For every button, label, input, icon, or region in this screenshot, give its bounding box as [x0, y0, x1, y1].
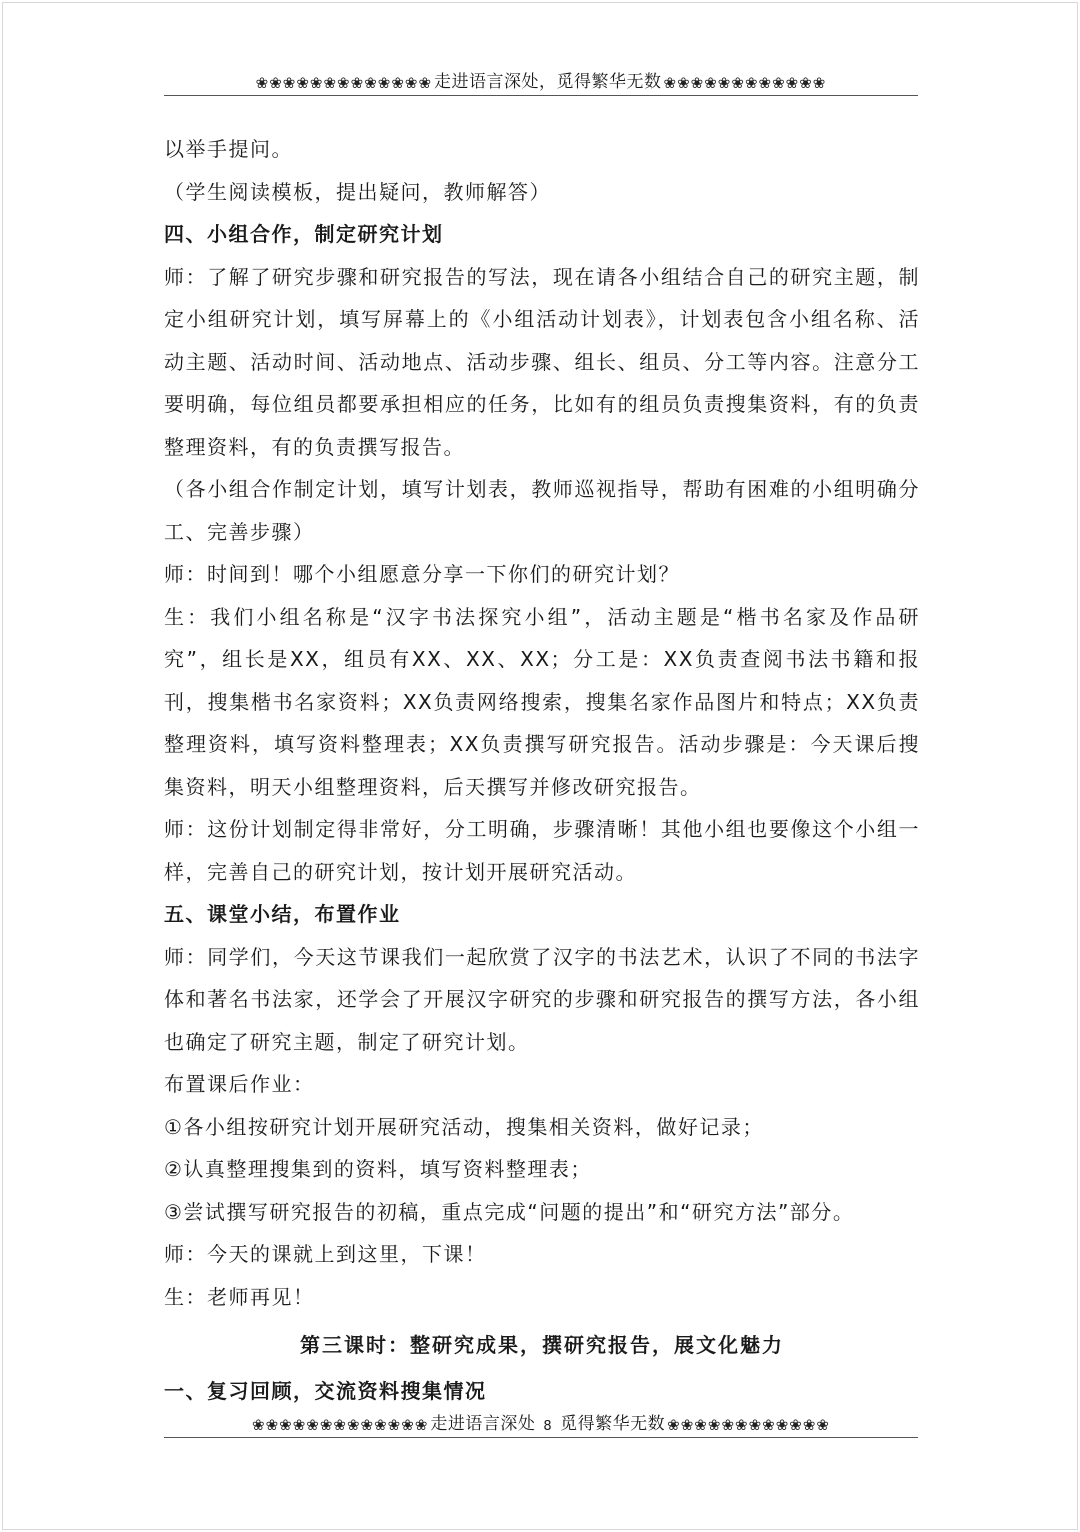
footer-flower-border-left: ❀❀❀❀❀❀❀❀❀❀❀❀❀	[252, 1416, 429, 1434]
footer-flower-border-right: ❀❀❀❀❀❀❀❀❀❀❀❀	[667, 1416, 830, 1434]
section-heading: 五、课堂小结，布置作业	[164, 902, 401, 926]
paragraph: 师：时间到！哪个小组愿意分享一下你们的研究计划？	[164, 562, 680, 586]
page-footer	[164, 1410, 918, 1438]
paragraph: 师：这份计划制定得非常好，分工明确，步骤清晰！其他小组也要像这个小组一样，完善自己的研究计划，按计划开展研究活动。	[164, 817, 920, 884]
footer-motto-left: 走进语言深处	[430, 1414, 536, 1434]
paragraph: （各小组合作制定计划，填写计划表，教师巡视指导，帮助有困难的小组明确分工、完善步骤）	[164, 477, 920, 544]
lesson-title: 第三课时：整研究成果，撰研究报告，展文化魅力	[300, 1333, 784, 1357]
homework-item: ①各小组按研究计划开展研究活动，搜集相关资料，做好记录；	[164, 1114, 764, 1139]
paragraph: 以举手提问。	[164, 137, 293, 161]
paragraph: 师：今天的课就上到这里，下课！	[164, 1242, 487, 1266]
page-content	[164, 128, 920, 1413]
section-heading: 四、小组合作，制定研究计划	[164, 222, 444, 246]
paragraph: 生：我们小组名称是“汉字书法探究小组”，活动主题是“楷书名家及作品研究”，组长是XX，组员有XX、XX、XX；分工是：XX负责查阅书法书籍和报刊，搜集楷书名家资料；XX负责网络搜索，搜集名家作品图片和特点；XX负责整理资料，填写资料整理表；XX负责撰写研究报告。活动步骤是：今天课后搜集资料，明天小组整理资料，后天撰写并修改研究报告。	[164, 604, 920, 799]
paragraph: 师：了解了研究步骤和研究报告的写法，现在请各小组结合自己的研究主题，制定小组研究计划，填写屏幕上的《小组活动计划表》，计划表包含小组名称、活动主题、活动时间、活动地点、活动步骤、组长、组员、分工等内容。注意分工要明确，每位组员都要承担相应的任务，比如有的组员负责搜集资料，有的负责整理资料，有的负责撰写报告。	[164, 264, 920, 459]
paragraph: 生：老师再见！	[164, 1284, 315, 1309]
section-heading: 一、复习回顾，交流资料搜集情况	[164, 1379, 487, 1403]
paragraph: 师：同学们，今天这节课我们一起欣赏了汉字的书法艺术，认识了不同的书法字体和著名书法家，还学会了开展汉字研究的步骤和研究报告的撰写方法，各小组也确定了研究主题，制定了研究计划。	[164, 944, 920, 1054]
homework-item: ②认真整理搜集到的资料，填写资料整理表；	[164, 1157, 592, 1181]
header-flower-border-right: ❀❀❀❀❀❀❀❀❀❀❀❀	[663, 74, 827, 92]
paragraph: 布置课后作业：	[164, 1072, 315, 1096]
footer-motto-right: 觅得繁华无数	[560, 1414, 666, 1434]
homework-item: ③尝试撰写研究报告的初稿，重点完成“问题的提出”和“研究方法”部分。	[164, 1199, 855, 1224]
paragraph: （学生阅读模板，提出疑问，教师解答）	[164, 179, 551, 204]
header-motto: 走进语言深处，觅得繁华无数	[434, 72, 662, 92]
page-number: 8	[543, 1419, 553, 1434]
header-flower-border-left: ❀❀❀❀❀❀❀❀❀❀❀❀❀	[255, 74, 433, 92]
page-header	[164, 68, 918, 96]
